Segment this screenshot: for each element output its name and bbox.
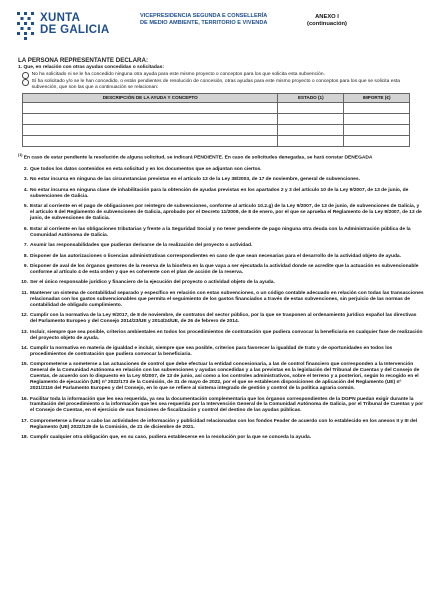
- declaration-text: Cumplir cualquier otra obligación que, en su caso, pudiera establecerse en la resolución por la que se conceda la ayuda.: [30, 435, 312, 441]
- table-row: [23, 113, 410, 124]
- declaration-body: [16, 58, 424, 446]
- description-cell[interactable]: [23, 113, 278, 124]
- declaration-number: 7.: [23, 243, 28, 249]
- amount-cell[interactable]: [344, 124, 410, 135]
- declaration-text: Asumir las responsabilidades que pudieran derivarse de la realización del proyecto o actividad.: [30, 243, 253, 249]
- footnote-mark: (1): [18, 153, 23, 158]
- declaration-number: 16.: [21, 396, 28, 402]
- status-cell[interactable]: [278, 113, 344, 124]
- declaration-number: 17.: [21, 418, 28, 424]
- annex-subtitle: (continuación): [307, 21, 347, 27]
- question-1: 1. Que, en relación con otras ayudas concedidas o solicitadas:: [18, 64, 164, 70]
- description-cell[interactable]: [23, 102, 278, 113]
- col-amount: IMPORTE (€): [344, 93, 410, 102]
- declaration-number: 18.: [21, 435, 28, 441]
- declaration-number: 9.: [23, 264, 28, 270]
- department-name: VICEPRESIDENCIA SEGUNDA E CONSELLERÍA DE MEDIO AMBIENTE, TERRITORIO E VIVENDA: [140, 13, 268, 26]
- table-row: [23, 124, 410, 135]
- logo-line-2: DE GALICIA: [40, 24, 110, 36]
- aid-table: [22, 93, 410, 148]
- xunta-logo: [14, 8, 154, 46]
- radio-requested[interactable]: [22, 79, 29, 86]
- declaration-text: Comprometerse a someterse a las actuaciones de control que debe efectuar la entidad concesionaria, a las de control financiero que corresponden a la Intervención General de la Comunidad Autónoma en relación con las subvenciones y ayudas concedidas y a las previstas en la legislación del Tribunal de Cuentas y del Consejo de Cuentas, de acuerdo con lo dispuesto en la Ley 9/2007, de 13 de junio, así como a los controles administrativos, sobre el terreno y a posteriori, según lo recogido en el Reglamento de ejecución (UE) nº 2022/173 de la Comisión, de 31 de mayo de 2022, por el que se establecen disposiciones de aplicación del Reglamento (UE) nº 2021/2116 del Parlamento Europeo y del Consejo, en lo que se refiere al sistema integrado de gestión y control de la política agraria común.: [30, 362, 420, 392]
- list-item: [16, 177, 424, 183]
- footnote-text: En caso de estar pendiente la resolución de alguna solicitud, se indicará PENDIENTE. En caso de solicitudes denegadas, se hará constar DENEGADA: [23, 155, 373, 161]
- table-row: [23, 136, 410, 147]
- description-cell[interactable]: [23, 124, 278, 135]
- status-cell[interactable]: [278, 102, 344, 113]
- option-not-requested-label: No ha solicitado ni se le ha concedido ninguna otra ayuda para este mismo proyecto o conceptos para los que solicita esta subvención.: [31, 71, 325, 77]
- list-item: [16, 188, 424, 200]
- xunta-emblem-icon: [16, 11, 36, 41]
- list-item: [16, 362, 424, 392]
- declaration-text: Mantener un sistema de contabilidad separado y específico en relación con estas subvenciones, o un código contable adecuado en relación con todas las transacciones relacionadas con los gastos subvencionables que permita el seguimiento de los gastos financiados a través de estas subvenciones, sin perjuicio de las normas de contabilidad de obligado cumplimiento.: [30, 290, 424, 308]
- list-item: [16, 167, 424, 173]
- declaration-number: 11.: [21, 290, 28, 296]
- declaration-text: Cumplir la normativa en materia de igualdad e incluir, siempre que sea posible, criterios para favorecer la igualdad de trato y de oportunidades en todos los procedimientos de contratación que pudiera convocar la beneficiaria.: [30, 346, 393, 357]
- option-requested-label: Sí ha solicitado y/o se le han concedido, o están pendientes de resolución de concesión, otras ayudas para este mismo proyecto o conceptos para los que se solicita esta subvención, que son las que a continuación se relacionan:: [31, 78, 400, 90]
- declaration-text: Facilitar toda la información que les sea requerida, ya sea la documentación complementaria que los órganos correspondientes de la DGPN puedan exigir durante la tramitación del procedimiento o la información que les sea requerida por la Intervención General de la Comunidad Autónoma de Galicia, por el Tribunal de Cuentas y por el Consejo de Cuentas, en el ejercicio de sus funciones de fiscalización y control del destino de las ayudas públicas.: [30, 396, 424, 414]
- logo-line-1: XUNTA: [40, 12, 81, 24]
- list-item: [16, 280, 424, 286]
- status-cell[interactable]: [278, 136, 344, 147]
- option-not-requested[interactable]: [22, 72, 424, 79]
- option-requested[interactable]: [22, 79, 424, 91]
- declaration-number: 4.: [23, 187, 28, 193]
- list-item: [16, 346, 424, 358]
- declaration-number: 6.: [23, 226, 28, 232]
- list-item: [16, 435, 424, 441]
- declaration-number: 10.: [21, 280, 28, 286]
- amount-cell[interactable]: [344, 113, 410, 124]
- list-item: [16, 243, 424, 249]
- list-item: [16, 330, 424, 342]
- amount-cell[interactable]: [344, 102, 410, 113]
- annex-title: ANEXO I: [315, 14, 339, 20]
- declaration-number: 13.: [21, 329, 28, 335]
- declaration-number: 15.: [21, 362, 28, 368]
- col-status: ESTADO (1): [278, 93, 344, 102]
- radio-not-requested[interactable]: [22, 72, 29, 79]
- declaration-number: 2.: [23, 166, 28, 172]
- list-item: [16, 204, 424, 222]
- list-item: [16, 264, 424, 276]
- declaration-number: 14.: [21, 346, 28, 352]
- list-item: [16, 254, 424, 260]
- logo-wordmark: [40, 12, 109, 36]
- declaration-number: 3.: [23, 177, 28, 183]
- list-item: [16, 291, 424, 309]
- aid-table-header-row: [23, 93, 410, 102]
- footnote: [18, 153, 424, 162]
- declaration-text: Incluir, siempre que sea posible, criterios ambientales en todos los procedimientos de contratación que pudiera convocar la beneficiaria en cualquier fase de realización del proyecto objeto de ayuda.: [30, 329, 423, 341]
- list-item: [16, 227, 424, 239]
- declaration-text: Disponer de aval de los órganos gestores de la reserva de la biosfera en la que vaya a ser ejecutada la actividad donde se acredite que la actuación es subvencionable conforme al artículo 4 de esta orden y que es coherente con el plan de acción de la reserva.: [30, 264, 419, 275]
- list-item: [16, 419, 424, 431]
- declarations-list: [16, 167, 424, 441]
- list-item: [16, 313, 424, 325]
- amount-cell[interactable]: [344, 136, 410, 147]
- declaration-text: Estar al corriente en las obligaciones tributarias y frente a la Seguridad Social y no tener pendiente de pago ninguna otra deuda con la Administración pública de la Comunidad Autónoma de Galicia.: [30, 226, 411, 238]
- col-description: DESCRIPCIÓN DE LA AYUDA Y CONCEPTO: [23, 93, 278, 102]
- section-title: LA PERSONA REPRESENTANTE DECLARA:: [18, 57, 149, 64]
- declaration-number: 5.: [23, 204, 28, 210]
- declaration-text: Comprometerse a llevar a cabo las actividades de información y publicidad relacionadas con los fondos Feader de acuerdo con lo establecido en los anexos II y III del Reglamento (UE) 2022/129 de la Comisión, de 21 de diciembre de 2021.: [30, 418, 418, 430]
- description-cell[interactable]: [23, 136, 278, 147]
- declaration-text: Estar al corriente en el pago de obligaciones por reintegro de subvenciones, conforme al artículo 10.2.g) de la Ley 9/2007, de 13 de junio, de subvenciones de Galicia, y el artículo 9 del Reglamento de subvenciones de Galicia, aprobado por el Decreto 11/2009, de 8 de enero, por el que se aprueba el Reglamento de la Ley 9/2007, de 13 de junio, de subvenciones de Galicia.: [30, 204, 422, 222]
- declaration-text: Cumplir con la normativa de la Ley 9/2017, de 8 de noviembre, de contratos del sector público, por la que se trasponen al ordenamiento jurídico español las directivas del Parlamento Europeo y del Consejo 2014/23/UE y 2014/24/UE, de 26 de febrero de 2014.: [30, 313, 417, 325]
- declaration-text: Que todos los datos contenidos en esta solicitud y en los documentos que se adjuntan son ciertos.: [30, 166, 262, 172]
- declaration-text: Ser el único responsable jurídico y financiero de la ejecución del proyecto o actividad objeto de la ayuda.: [30, 280, 275, 286]
- declaration-text: No estar incursa en ninguna clase de inhabilitación para la obtención de ayudas previstas en los apartados 2 y 3 del artículo 10 de la Ley 9/2007, de 13 de junio, de subvenciones de Galicia.: [30, 187, 409, 199]
- document-header: [14, 8, 426, 46]
- status-cell[interactable]: [278, 124, 344, 135]
- annex-label: [292, 14, 362, 28]
- declaration-number: 8.: [23, 253, 28, 259]
- list-item: [16, 397, 424, 415]
- table-row: [23, 102, 410, 113]
- declaration-text: Disponer de las autorizaciones o licencias administrativas correspondientes en caso de que sean necesarias para el desarrollo de la actividad objeto de ayuda.: [30, 253, 402, 259]
- declaration-text: No estar incursa en ninguna de las circunstancias previstas en el artículo 13 de la Ley 38/2003, de 17 de noviembre, general de subvenciones.: [30, 177, 360, 183]
- declaration-number: 12.: [21, 313, 28, 319]
